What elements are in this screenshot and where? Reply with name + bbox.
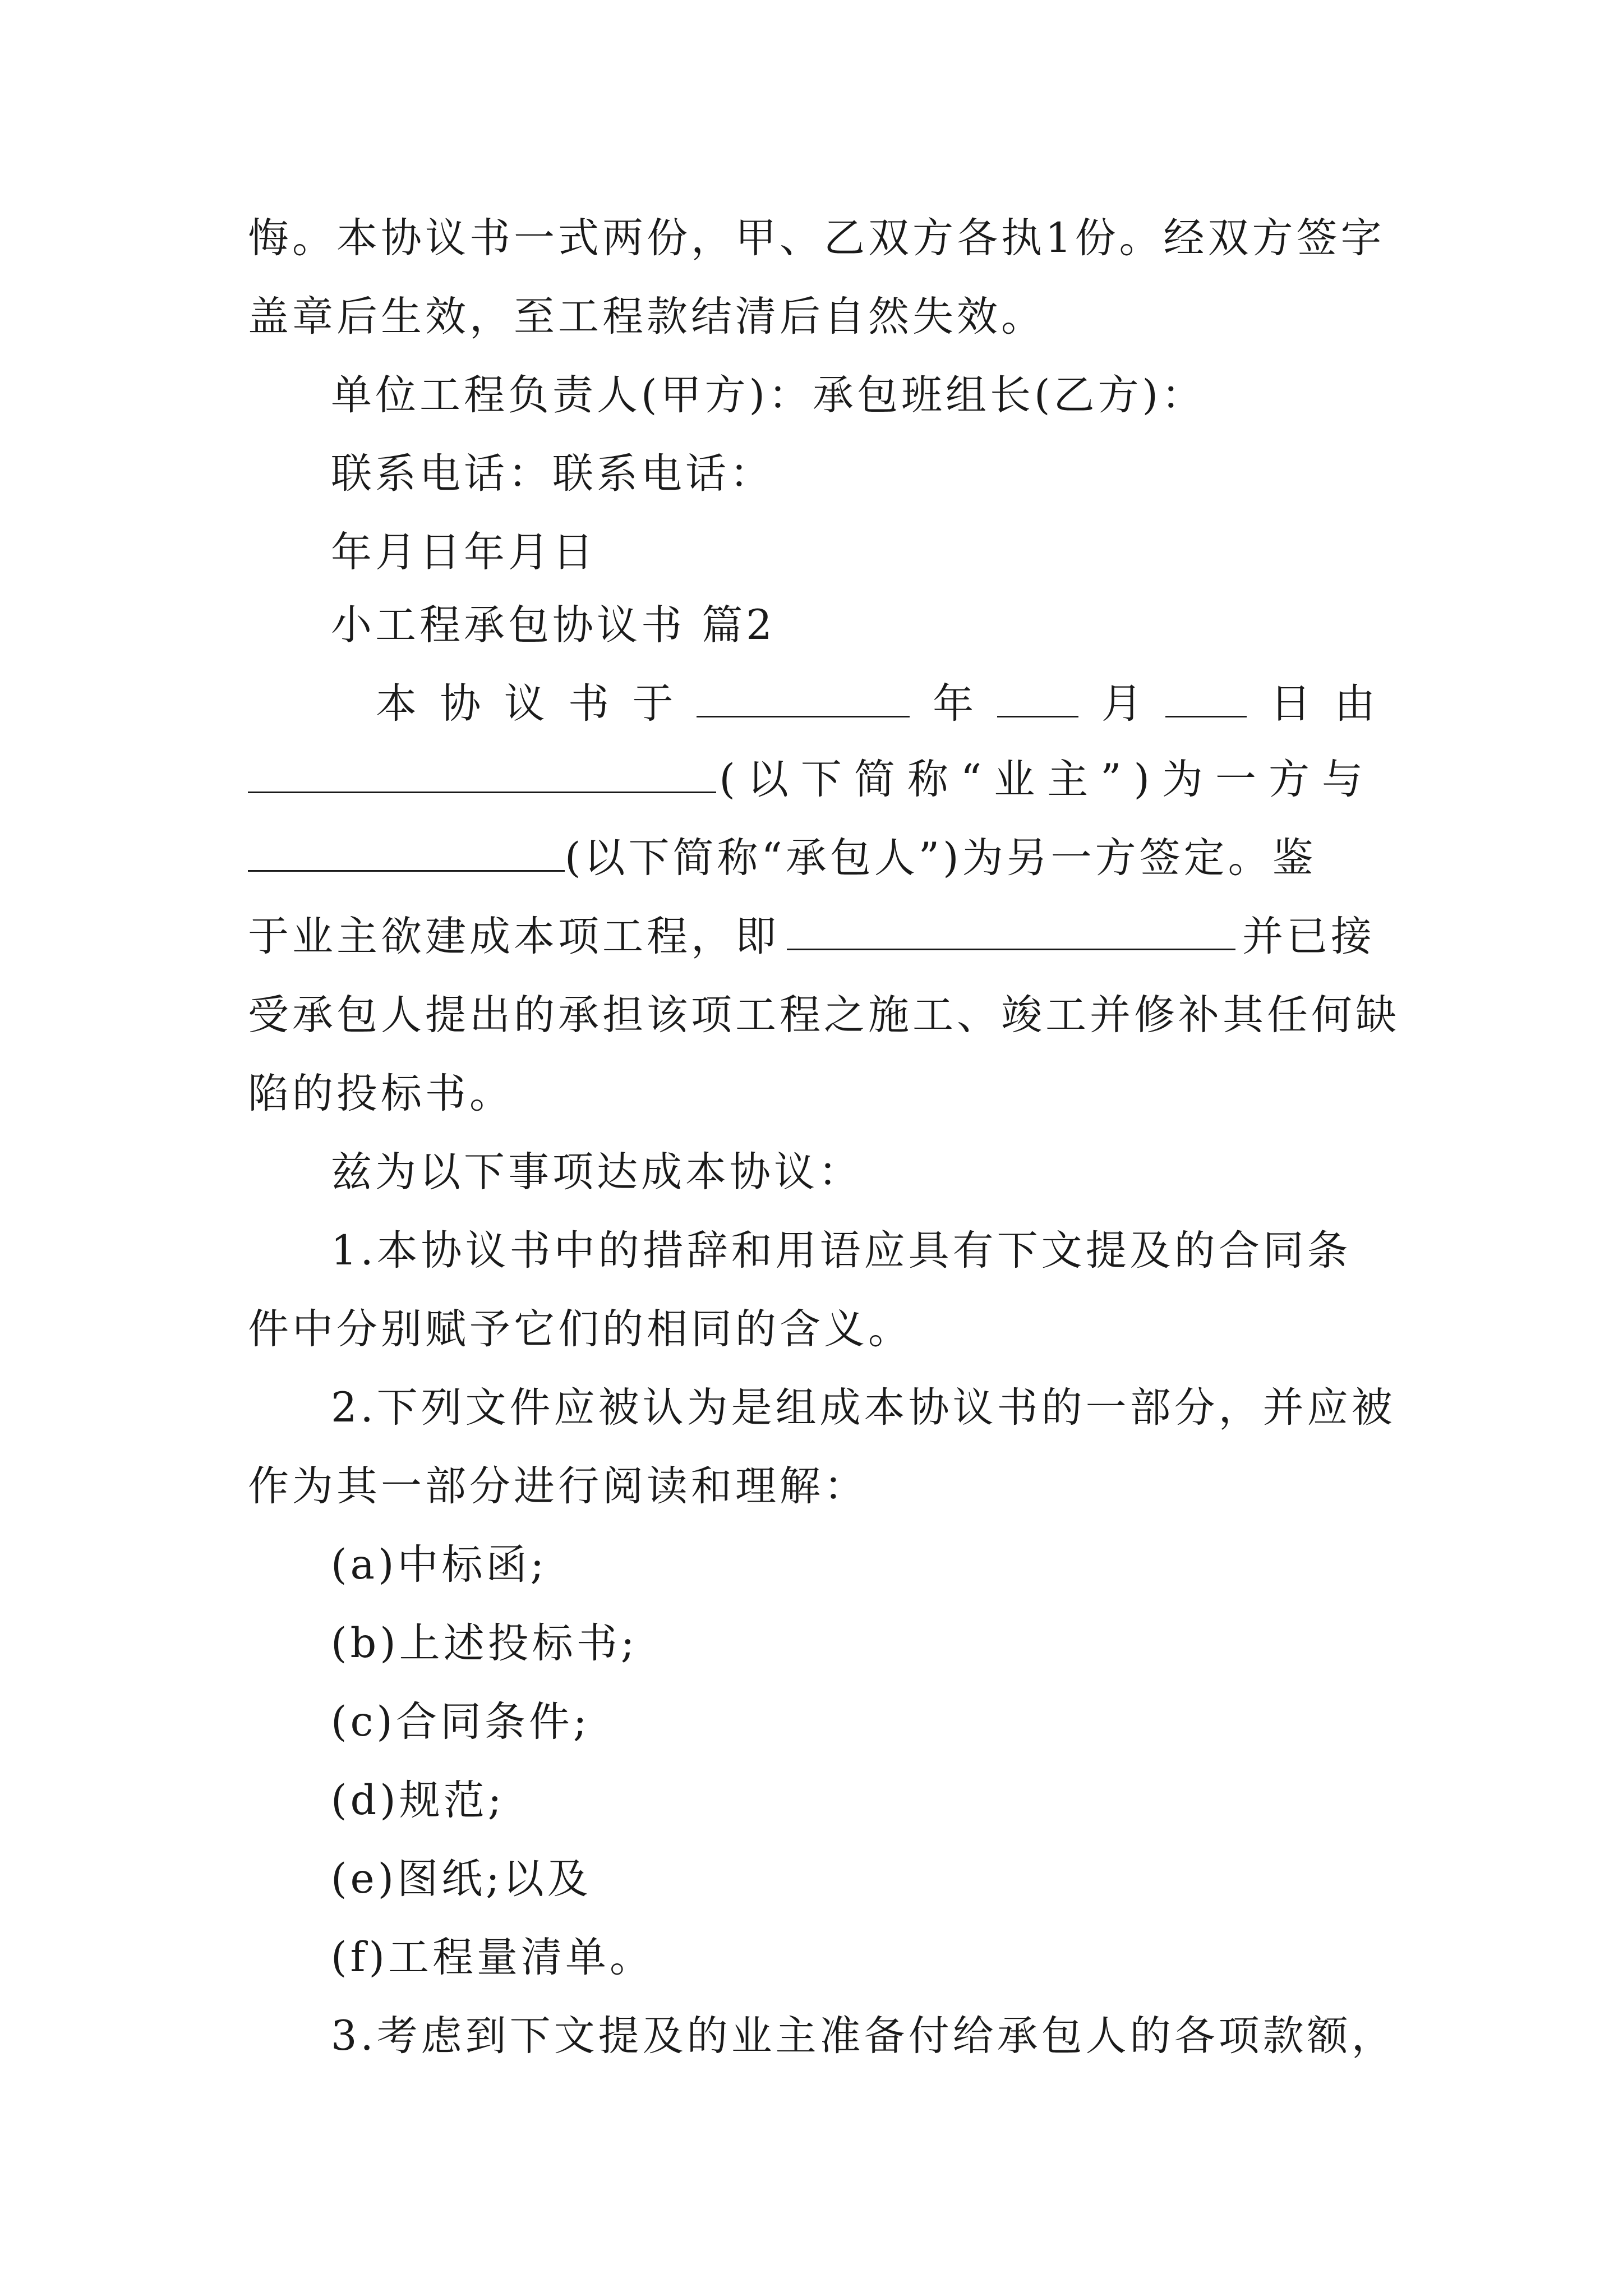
- year-label: 年: [933, 680, 974, 728]
- list-item: (c)合同条件;: [331, 1698, 591, 1746]
- phone-line: 联系电话：联系电话：: [331, 450, 774, 498]
- project-pre: 于业主欲建成本项工程，即: [248, 913, 780, 960]
- project-post: 并已接: [1242, 913, 1375, 960]
- paragraph-line: 兹为以下事项达成本协议：: [331, 1148, 863, 1196]
- list-item: (a)中标函;: [331, 1541, 548, 1589]
- owner-blank: [248, 752, 716, 793]
- by-label: 由: [1334, 680, 1375, 728]
- contractor-text: (以下简称“承包人”)为另一方签定。鉴: [565, 834, 1317, 882]
- signature-line: 单位工程负责人(甲方)：承包班组长(乙方)：: [331, 371, 1206, 419]
- word-char: 协: [440, 680, 481, 728]
- year-blank: [697, 677, 910, 717]
- contractor-blank: [248, 831, 565, 872]
- word-char: 本: [376, 680, 417, 728]
- clause-2-line: 作为其一部分进行阅读和理解：: [248, 1462, 868, 1510]
- clause-3-line: 3.考虑到下文提及的业主准备付给承包人的各项款额，: [331, 2012, 1396, 2060]
- contractor-line: [248, 830, 1375, 886]
- clause-1-line: 1.本协议书中的措辞和用语应具有下文提及的合同条: [331, 1227, 1352, 1274]
- date-line: 年月日年月日: [331, 528, 597, 576]
- day-label: 日: [1270, 680, 1311, 728]
- day-blank: [1165, 677, 1247, 717]
- project-line: [248, 909, 1375, 965]
- paragraph-line: 受承包人提出的承担该项工程之施工、竣工并修补其任何缺: [248, 991, 1400, 1039]
- owner-text: (以下简称“业主”)为一方与: [719, 756, 1375, 803]
- owner-line: [248, 752, 1375, 808]
- paragraph-line: 悔。本协议书一式两份，甲、乙双方各执1份。经双方签字: [248, 214, 1385, 262]
- paragraph-line: 盖章后生效，至工程款结清后自然失效。: [248, 293, 1045, 341]
- clause-1-line: 件中分别赋予它们的相同的含义。: [248, 1305, 912, 1353]
- agreement-date-line: [376, 676, 1375, 732]
- paragraph-line: 陷的投标书。: [248, 1070, 514, 1117]
- clause-2-line: 2.下列文件应被认为是组成本协议书的一部分，并应被: [331, 1384, 1396, 1432]
- word-char: 于: [632, 680, 674, 728]
- word-char: 议: [504, 680, 545, 728]
- word-char: 书: [568, 680, 610, 728]
- section-title: 小工程承包协议书 篇2: [331, 601, 776, 649]
- project-blank: [787, 909, 1235, 950]
- list-item: (d)规范;: [331, 1777, 505, 1824]
- list-item: (f)工程量清单。: [331, 1934, 654, 1981]
- list-item: (e)图纸;以及: [331, 1855, 592, 1903]
- list-item: (b)上述投标书;: [331, 1619, 638, 1667]
- month-label: 月: [1101, 680, 1142, 728]
- month-blank: [997, 677, 1078, 717]
